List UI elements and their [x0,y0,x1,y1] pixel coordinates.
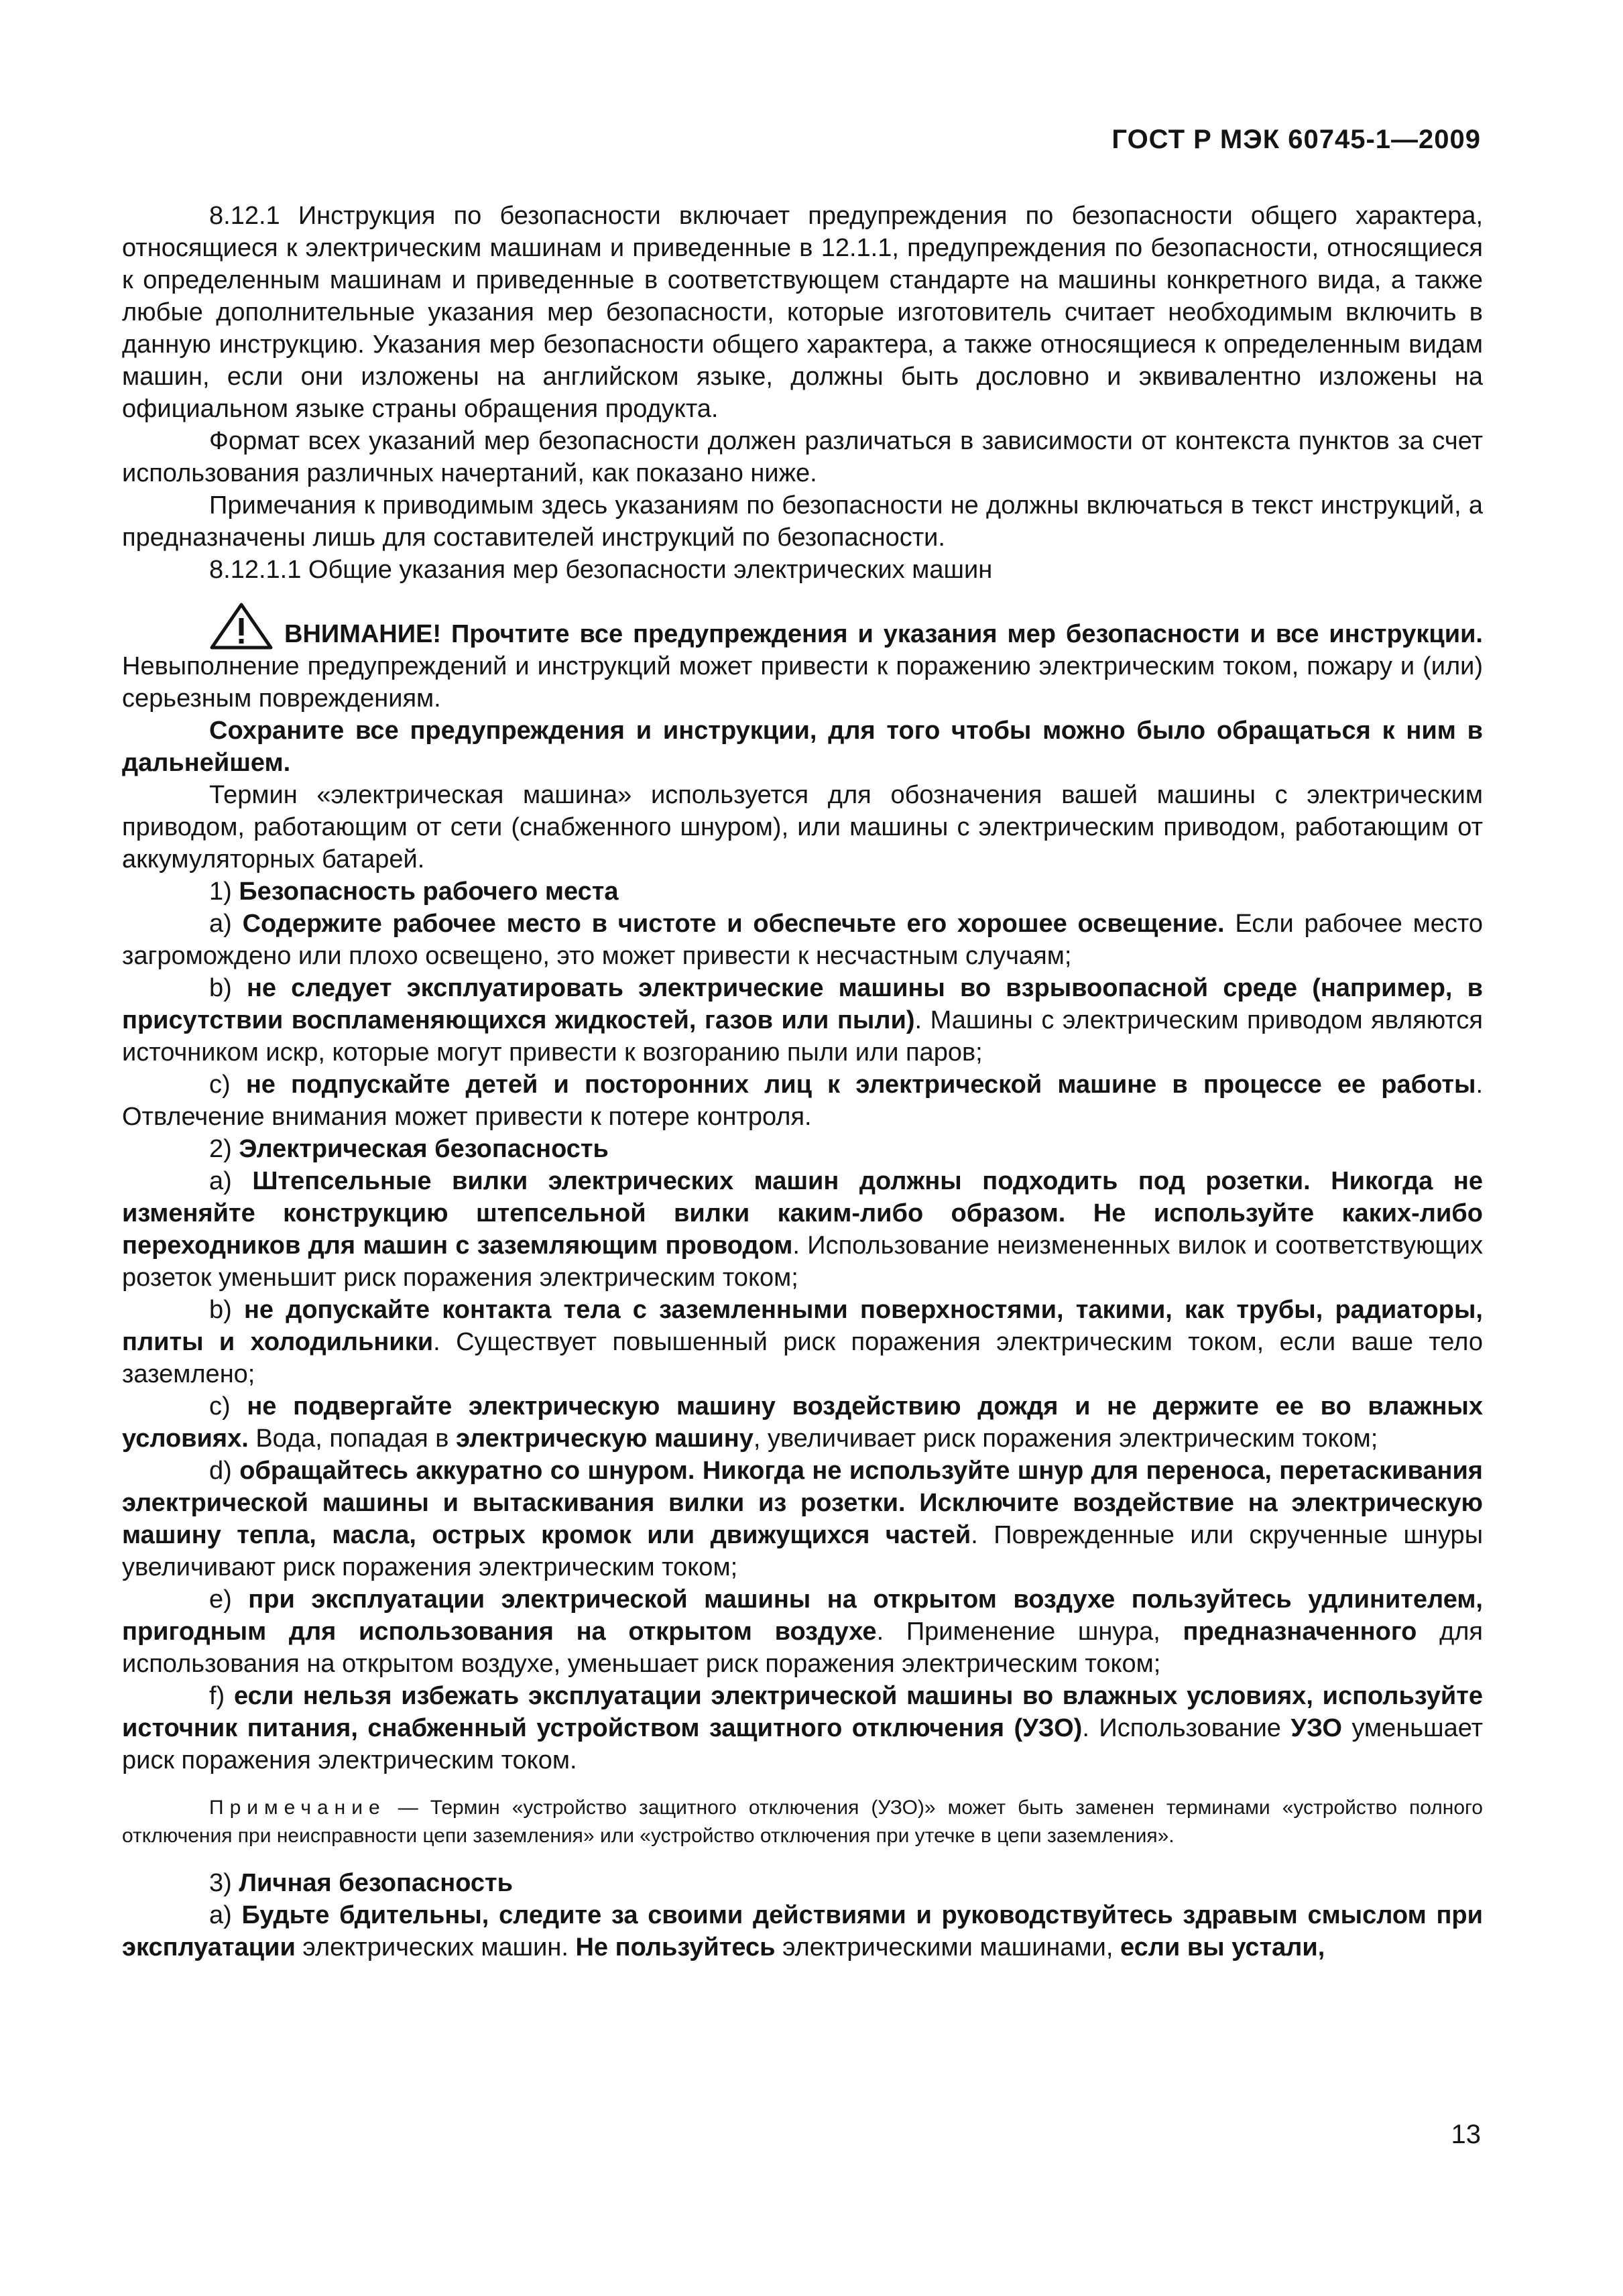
section-3-heading [122,1867,1483,1899]
item-1b [122,972,1483,1069]
item-2c [122,1390,1483,1455]
item-bold: предназначенного [1183,1618,1417,1646]
warning-text: Невыполнение предупреждений и инструкций может привести к поражению электрическим током, пожару и (или) серьезным повреждениям. [122,652,1483,713]
item-bold: если вы устали, [1120,1933,1325,1961]
paragraph-8-12-1-1: 8.12.1.1 Общие указания мер безопасности электрических машин [209,556,993,584]
keep-instructions: Сохраните все предупреждения и инструкции, для того чтобы можно было обращаться к ним в дальнейшем. [122,717,1483,777]
paragraph-8-12-1: 8.12.1 Инструкция по безопасности включает предупреждения по безопасности общего характера, относящиеся к электрическим машинам и приведенные в 12.1.1, предупреждения по безопасности, относящиеся к определенным машинам и приведенные в соответствующем стандарте на машины конкретного вида, а также любые дополнительные указания мер безопасности, которые изготовитель считает необходимым включить в данную инструкцию. Указания мер безопасности общего характера, а также относящиеся к определенным видам машин, если они изложены на английском языке, должны быть дословно и эквивалентно изложены на официальном языке страны обращения продукта. [122,202,1483,423]
item-text: . Применение шнура, [876,1618,1183,1646]
item-2d [122,1455,1483,1583]
section-1-heading [122,875,1483,908]
item-text: . Использование [1082,1714,1291,1742]
standard-designation: ГОСТ Р МЭК 60745-1—2009 [1111,125,1481,154]
warning-paragraph [122,602,1483,715]
item-bold: Будьте бдительны, следите за своими действиями и руководствуйтесь здравым смыслом при эксплуатации [122,1901,1483,1961]
item-2b [122,1294,1483,1390]
item-bold: не допускайте контакта тела с заземленными поверхностями, такими, как трубы, радиаторы, плиты и холодильники [122,1296,1483,1356]
section-1-title: Безопасность рабочего места [239,878,619,906]
note-text: — Термин «устройство защитного отключения (УЗО)» может быть заменен терминами «устройство полного отключения при неисправности цепи заземления» или «устройство отключения при утечке в цепи заземления». [122,1797,1483,1847]
section-2-heading [122,1133,1483,1165]
page-number: 13 [1451,2120,1481,2149]
item-bold: электрическую машину [456,1425,754,1453]
item-bold: УЗО [1290,1714,1342,1742]
item-text: Вода, попадая в [248,1425,456,1453]
item-bold: не подвергайте электрическую машину воздействию дождя и не держите ее во влажных условиях. [122,1392,1483,1453]
item-2f [122,1680,1483,1776]
term-definition: Термин «электрическая машина» используется для обозначения вашей машины с электрическим приводом, работающим от сети (снабженного шнуром), или машины с электрическим приводом, работающим от аккумуляторных батарей. [122,781,1483,873]
warning-bold-text: ВНИМАНИЕ! Прочтите все предупреждения и указания мер безопасности и все инструкции. [284,620,1483,648]
item-text: электрическими машинами, [775,1933,1120,1961]
note-label: Примечание [209,1797,386,1819]
item-prefix: d) [209,1457,240,1485]
section-1-number: 1) [209,878,239,906]
item-text: , увеличивает риск поражения электрическим током; [753,1425,1378,1453]
section-3-title: Личная безопасность [239,1869,514,1897]
item-prefix: f) [209,1682,234,1710]
item-prefix: c) [209,1392,247,1421]
item-prefix: c) [209,1071,246,1099]
item-prefix: b) [209,1296,244,1324]
item-1a [122,908,1483,972]
item-prefix: e) [209,1585,249,1614]
item-prefix: b) [209,974,247,1002]
item-text: . Использование неизмененных вилок и соответствующих розеток уменьшит риск поражения электрическим током; [122,1231,1483,1292]
item-bold: не подпускайте детей и посторонних лиц к электрической машине в процессе ее работы [245,1071,1476,1099]
section-3-number: 3) [209,1869,239,1897]
page-body [122,200,1483,1963]
item-3a [122,1899,1483,1963]
section-2-title: Электрическая безопасность [239,1135,609,1163]
paragraph-format: Формат всех указаний мер безопасности должен различаться в зависимости от контекста пунктов за счет использования различных начертаний, как показано ниже. [122,427,1483,487]
item-prefix: a) [209,1901,242,1929]
item-prefix: a) [209,1167,253,1195]
item-bold: не следует эксплуатировать электрические машины во взрывоопасной среде (например, в присутствии воспламеняющихся жидкостей, газов или пыли) [122,974,1483,1034]
item-bold: Штепсельные вилки электрических машин должны подходить под розетки. Никогда не изменяйте конструкцию штепсельной вилки каким-либо образом. Не используйте каких-либо переходников для машин с заземляющим проводом [122,1167,1483,1260]
item-text: Если рабочее место загромождено или плохо освещено, это может привести к несчастным случаям; [122,910,1483,970]
item-text: . Существует повышенный риск поражения электрическим током, если ваше тело заземлено; [122,1328,1483,1388]
item-prefix: a) [209,910,243,938]
item-text: . Поврежденные или скрученные шнуры увеличивают риск поражения электрическим током; [122,1521,1483,1581]
warning-triangle-icon [209,602,274,650]
item-2a [122,1165,1483,1294]
item-text: . Отвлечение внимания может привести к потере контроля. [122,1071,1483,1131]
item-bold: Не пользуйтесь [575,1933,776,1961]
item-bold: при эксплуатации электрической машины на открытом воздухе пользуйтесь удлинителем, пригодным для использования на открытом воздухе [122,1585,1483,1646]
item-text: электрических машин. [295,1933,576,1961]
item-bold: если нельзя избежать эксплуатации электрической машины во влажных условиях, используйте источник питания, снабженный устройством защитного отключения (УЗО) [122,1682,1483,1742]
item-1c [122,1069,1483,1133]
section-2-number: 2) [209,1135,239,1163]
item-text: для использования на открытом воздухе, уменьшает риск поражения электрическим током; [122,1618,1484,1678]
item-bold: обращайтесь аккуратно со шнуром. Никогда не используйте шнур для переноса, перетаскивания электрической машины и вытаскивания вилки из розетки. Исключите воздействие на электрическую машину тепла, масла, острых кромок или движущихся частей [122,1457,1483,1549]
item-text: уменьшает риск поражения электрическим током. [122,1714,1483,1774]
note-paragraph [122,1794,1483,1850]
paragraph-notes: Примечания к приводимым здесь указаниям по безопасности не должны включаться в текст инструкций, а предназначены лишь для составителей инструкций по безопасности. [122,491,1483,552]
item-2e [122,1583,1483,1680]
item-text: . Машины с электрическим приводом являются источником искр, которые могут привести к возгоранию пыли или паров; [122,1006,1483,1067]
item-bold: Содержите рабочее место в чистоте и обеспечьте его хорошее освещение. [242,910,1225,938]
